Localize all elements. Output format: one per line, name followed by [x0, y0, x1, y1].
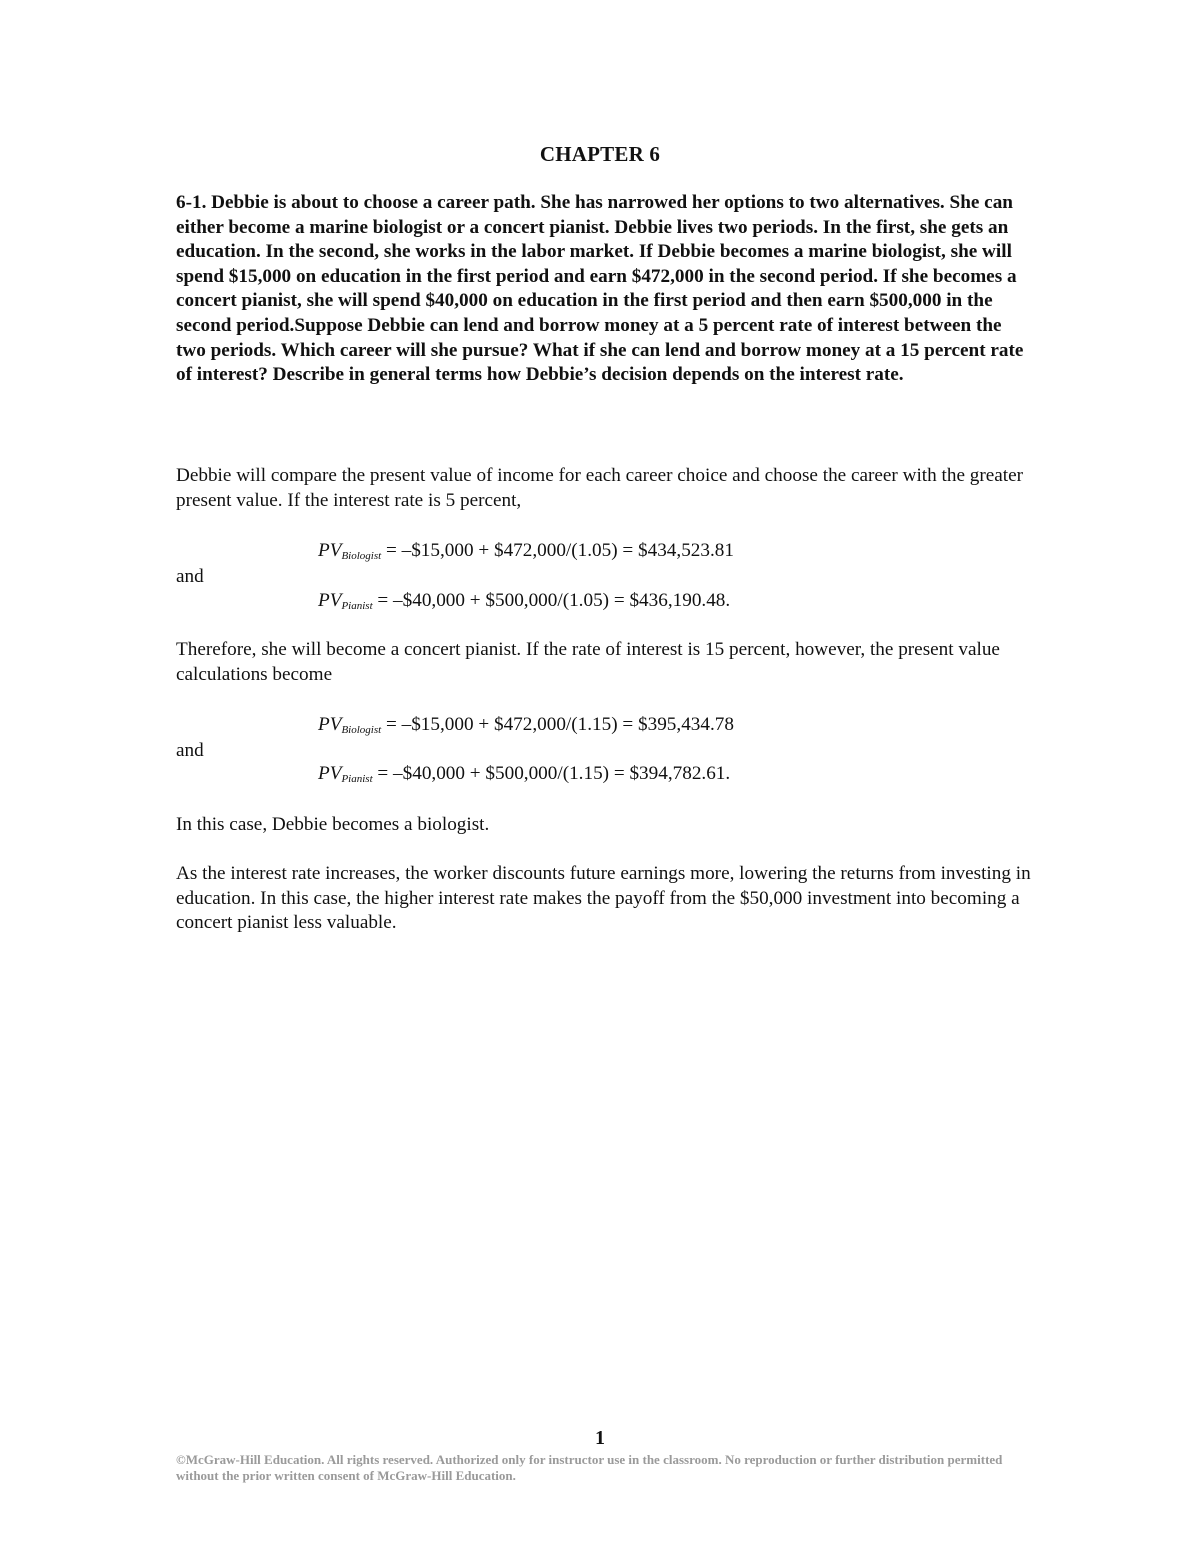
pv-symbol: PV: [318, 763, 342, 784]
conclusion-text: As the interest rate increases, the worker discounts future earnings more, lowering the returns from investing in education. In this case, the higher interest rate makes the payoff from the $50,000 investment into becoming a concert pianist less valuable.: [176, 863, 1031, 934]
answer-intro: Debbie will compare the present value of income for each career choice and choose the career with the greater present value. If the interest rate is 5 percent,: [176, 465, 1024, 511]
pv-subscript: Pianist: [341, 600, 373, 612]
pv-subscript: Pianist: [341, 773, 373, 785]
and-label: and: [176, 740, 204, 761]
pv-symbol: PV: [318, 540, 342, 561]
equation-pianist-15pct: [318, 762, 730, 791]
pv-subscript: Biologist: [341, 724, 382, 736]
equation-rhs: = –$15,000 + $472,000/(1.15) = $395,434.78: [381, 714, 734, 735]
equation-biologist-5pct: [318, 539, 734, 568]
question-text: 6-1. Debbie is about to choose a career path. She has narrowed her options to two alternatives. She can either become a marine biologist or a concert pianist. Debbie lives two periods. In the first, she gets an education. In the second, she works in the labor market. If Debbie becomes a marine biologist, she will spend $15,000 on education in the first period and earn $472,000 in the second period. If she becomes a concert pianist, she will spend $40,000 on education in the first period and then earn $500,000 in the second period.Suppose Debbie can lend and borrow money at a 5 percent rate of interest between the two periods. Which career will she pursue? What if she can lend and borrow money at a 15 percent rate of interest? Describe in general terms how Debbie’s decision depends on the interest rate.: [176, 192, 1024, 386]
equation-biologist-15pct: [318, 713, 734, 742]
equation-rhs: = –$40,000 + $500,000/(1.15) = $394,782.61.: [372, 763, 731, 784]
equation-pianist-5pct: [318, 589, 730, 618]
pv-symbol: PV: [318, 590, 342, 611]
equation-rhs: = –$15,000 + $472,000/(1.05) = $434,523.81: [381, 540, 734, 561]
pv-subscript: Biologist: [341, 550, 382, 562]
pv-symbol: PV: [318, 714, 342, 735]
copyright-footer: ©McGraw-Hill Education. All rights reserved. Authorized only for instructor use in the classroom. No reproduction or further distribution permitted without the prior written consent of McGraw-Hill Education.: [176, 1452, 1003, 1483]
equation-rhs: = –$40,000 + $500,000/(1.05) = $436,190.48.: [372, 590, 731, 611]
case-text: In this case, Debbie becomes a biologist.: [176, 814, 490, 835]
page-number: 1: [595, 1427, 605, 1449]
therefore-text: Therefore, she will become a concert pianist. If the rate of interest is 15 percent, however, the present value calculations become: [176, 639, 1000, 685]
chapter-title: CHAPTER 6: [539, 142, 661, 166]
and-label: and: [176, 566, 204, 587]
